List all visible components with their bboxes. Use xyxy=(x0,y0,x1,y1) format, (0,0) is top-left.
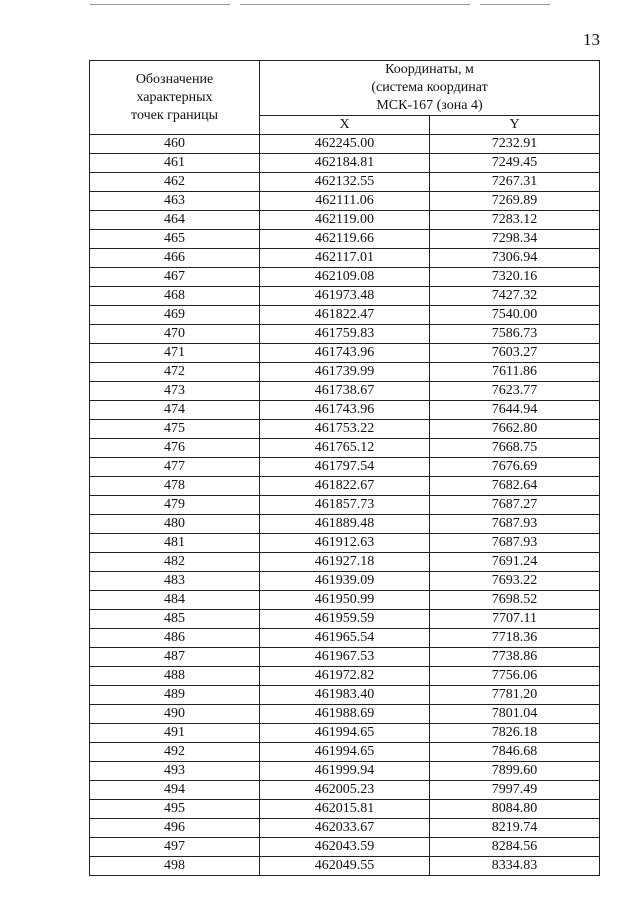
x-coordinate-cell: 461999.94 xyxy=(260,762,430,781)
table-row xyxy=(90,648,600,667)
point-header-line: точек границы xyxy=(131,107,218,123)
y-coordinate-cell: 7707.11 xyxy=(430,610,600,629)
x-coordinate-cell: 462132.55 xyxy=(260,173,430,192)
y-coordinate-cell: 7687.93 xyxy=(430,515,600,534)
x-coordinate-cell: 462033.67 xyxy=(260,819,430,838)
y-coordinate-cell: 7687.27 xyxy=(430,496,600,515)
table-row xyxy=(90,743,600,762)
point-cell: 492 xyxy=(90,743,260,762)
y-coordinate-cell: 7668.75 xyxy=(430,439,600,458)
point-cell: 488 xyxy=(90,667,260,686)
y-coordinate-cell: 7298.34 xyxy=(430,230,600,249)
x-coordinate-cell: 461939.09 xyxy=(260,572,430,591)
x-coordinate-cell: 461753.22 xyxy=(260,420,430,439)
table-row xyxy=(90,382,600,401)
coord-header-line: МСК-167 (зона 4) xyxy=(376,98,483,113)
point-cell: 464 xyxy=(90,211,260,230)
x-coordinate-cell: 461797.54 xyxy=(260,458,430,477)
point-cell: 460 xyxy=(90,135,260,154)
y-coordinate-cell: 7427.32 xyxy=(430,287,600,306)
x-coordinate-cell: 462005.23 xyxy=(260,781,430,800)
table-row xyxy=(90,230,600,249)
y-coordinate-cell: 7540.00 xyxy=(430,306,600,325)
y-coordinate-cell: 7603.27 xyxy=(430,344,600,363)
table-row xyxy=(90,705,600,724)
point-cell: 487 xyxy=(90,648,260,667)
point-cell: 461 xyxy=(90,154,260,173)
point-designation-header xyxy=(90,61,260,135)
table-row xyxy=(90,268,600,287)
point-cell: 480 xyxy=(90,515,260,534)
top-rule-middle xyxy=(240,4,470,5)
table-row xyxy=(90,249,600,268)
x-coordinate-cell: 462111.06 xyxy=(260,192,430,211)
table-row xyxy=(90,762,600,781)
point-cell: 473 xyxy=(90,382,260,401)
point-cell: 477 xyxy=(90,458,260,477)
y-coordinate-cell: 7586.73 xyxy=(430,325,600,344)
y-coordinate-cell: 7687.93 xyxy=(430,534,600,553)
point-cell: 484 xyxy=(90,591,260,610)
x-coordinate-cell: 461765.12 xyxy=(260,439,430,458)
x-coordinate-cell: 461822.47 xyxy=(260,306,430,325)
table-row xyxy=(90,819,600,838)
y-coordinate-cell: 7320.16 xyxy=(430,268,600,287)
x-coordinate-cell: 461739.99 xyxy=(260,363,430,382)
point-cell: 481 xyxy=(90,534,260,553)
y-coordinate-cell: 7623.77 xyxy=(430,382,600,401)
point-header-line: Обозначение xyxy=(135,71,214,87)
table-header-row xyxy=(90,61,600,116)
y-coordinate-cell: 7718.36 xyxy=(430,629,600,648)
x-coordinate-cell: 461972.82 xyxy=(260,667,430,686)
y-coordinate-cell: 7283.12 xyxy=(430,211,600,230)
table-row xyxy=(90,553,600,572)
table-row xyxy=(90,344,600,363)
point-cell: 462 xyxy=(90,173,260,192)
y-coordinate-cell: 7269.89 xyxy=(430,192,600,211)
table-row xyxy=(90,420,600,439)
y-coordinate-cell: 7801.04 xyxy=(430,705,600,724)
x-coordinate-cell: 461743.96 xyxy=(260,401,430,420)
y-coordinate-cell: 7756.06 xyxy=(430,667,600,686)
table-row xyxy=(90,173,600,192)
table-row xyxy=(90,477,600,496)
table-row xyxy=(90,211,600,230)
point-cell: 479 xyxy=(90,496,260,515)
x-coordinate-cell: 461857.73 xyxy=(260,496,430,515)
table-row xyxy=(90,857,600,876)
x-coordinate-cell: 461759.83 xyxy=(260,325,430,344)
coord-header-line: Координаты, м xyxy=(385,62,474,77)
x-coordinate-cell: 462119.00 xyxy=(260,211,430,230)
coord-header-line: (система координат xyxy=(371,80,488,95)
point-cell: 474 xyxy=(90,401,260,420)
y-coordinate-cell: 7249.45 xyxy=(430,154,600,173)
x-coordinate-cell: 462119.66 xyxy=(260,230,430,249)
table-row xyxy=(90,667,600,686)
x-coordinate-cell: 461927.18 xyxy=(260,553,430,572)
y-coordinate-cell: 8334.83 xyxy=(430,857,600,876)
y-coordinate-cell: 7738.86 xyxy=(430,648,600,667)
y-coordinate-cell: 7676.69 xyxy=(430,458,600,477)
top-rule-left xyxy=(90,4,230,5)
x-coordinate-cell: 461983.40 xyxy=(260,686,430,705)
y-coordinate-cell: 7826.18 xyxy=(430,724,600,743)
y-coordinate-cell: 7306.94 xyxy=(430,249,600,268)
table-row xyxy=(90,306,600,325)
y-coordinate-cell: 7781.20 xyxy=(430,686,600,705)
x-coordinate-cell: 461988.69 xyxy=(260,705,430,724)
y-coordinate-cell: 7899.60 xyxy=(430,762,600,781)
point-cell: 472 xyxy=(90,363,260,382)
x-coordinate-cell: 462049.55 xyxy=(260,857,430,876)
y-coordinate-cell: 8084.80 xyxy=(430,800,600,819)
x-coordinate-cell: 462015.81 xyxy=(260,800,430,819)
table-row xyxy=(90,629,600,648)
x-coordinate-cell: 461889.48 xyxy=(260,515,430,534)
point-cell: 466 xyxy=(90,249,260,268)
table-row xyxy=(90,458,600,477)
x-coordinate-cell: 461967.53 xyxy=(260,648,430,667)
table-row xyxy=(90,325,600,344)
table-row xyxy=(90,800,600,819)
x-coordinate-cell: 462245.00 xyxy=(260,135,430,154)
point-cell: 475 xyxy=(90,420,260,439)
point-cell: 465 xyxy=(90,230,260,249)
y-coordinate-cell: 7682.64 xyxy=(430,477,600,496)
y-coordinate-cell: 8284.56 xyxy=(430,838,600,857)
y-coordinate-cell: 7611.86 xyxy=(430,363,600,382)
table-row xyxy=(90,686,600,705)
x-coordinate-cell: 462109.08 xyxy=(260,268,430,287)
point-cell: 483 xyxy=(90,572,260,591)
point-cell: 494 xyxy=(90,781,260,800)
point-cell: 486 xyxy=(90,629,260,648)
y-coordinate-cell: 7997.49 xyxy=(430,781,600,800)
coordinates-header xyxy=(260,61,600,116)
point-cell: 491 xyxy=(90,724,260,743)
top-rule-right xyxy=(480,4,550,5)
x-coordinate-cell: 461822.67 xyxy=(260,477,430,496)
y-coordinate-cell: 7267.31 xyxy=(430,173,600,192)
y-coordinate-cell: 7232.91 xyxy=(430,135,600,154)
point-cell: 490 xyxy=(90,705,260,724)
table-row xyxy=(90,838,600,857)
point-cell: 463 xyxy=(90,192,260,211)
x-coordinate-cell: 461743.96 xyxy=(260,344,430,363)
point-cell: 470 xyxy=(90,325,260,344)
table-row xyxy=(90,534,600,553)
table-row xyxy=(90,781,600,800)
point-cell: 471 xyxy=(90,344,260,363)
point-header-line: характерных xyxy=(136,89,213,105)
point-cell: 468 xyxy=(90,287,260,306)
x-coordinate-cell: 461738.67 xyxy=(260,382,430,401)
point-cell: 478 xyxy=(90,477,260,496)
x-coordinate-cell: 461965.54 xyxy=(260,629,430,648)
y-coordinate-cell: 7846.68 xyxy=(430,743,600,762)
x-column-header: X xyxy=(260,116,430,135)
point-cell: 482 xyxy=(90,553,260,572)
x-coordinate-cell: 461959.59 xyxy=(260,610,430,629)
point-cell: 476 xyxy=(90,439,260,458)
point-cell: 496 xyxy=(90,819,260,838)
x-coordinate-cell: 462184.81 xyxy=(260,154,430,173)
y-coordinate-cell: 7644.94 xyxy=(430,401,600,420)
y-coordinate-cell: 7698.52 xyxy=(430,591,600,610)
point-cell: 497 xyxy=(90,838,260,857)
point-cell: 495 xyxy=(90,800,260,819)
table-row xyxy=(90,439,600,458)
point-cell: 489 xyxy=(90,686,260,705)
x-coordinate-cell: 462043.59 xyxy=(260,838,430,857)
y-coordinate-cell: 7691.24 xyxy=(430,553,600,572)
x-coordinate-cell: 461950.99 xyxy=(260,591,430,610)
table-row xyxy=(90,135,600,154)
point-cell: 485 xyxy=(90,610,260,629)
table-row xyxy=(90,192,600,211)
table-body xyxy=(90,135,600,876)
point-cell: 469 xyxy=(90,306,260,325)
x-coordinate-cell: 462117.01 xyxy=(260,249,430,268)
table-row xyxy=(90,401,600,420)
table-row xyxy=(90,287,600,306)
y-coordinate-cell: 8219.74 xyxy=(430,819,600,838)
table-row xyxy=(90,496,600,515)
point-cell: 498 xyxy=(90,857,260,876)
x-coordinate-cell: 461994.65 xyxy=(260,724,430,743)
x-coordinate-cell: 461973.48 xyxy=(260,287,430,306)
table-row xyxy=(90,154,600,173)
page-number: 13 xyxy=(583,30,600,49)
y-column-header: Y xyxy=(430,116,600,135)
table-row xyxy=(90,724,600,743)
x-coordinate-cell: 461912.63 xyxy=(260,534,430,553)
table-row xyxy=(90,363,600,382)
x-coordinate-cell: 461994.65 xyxy=(260,743,430,762)
point-cell: 493 xyxy=(90,762,260,781)
y-coordinate-cell: 7662.80 xyxy=(430,420,600,439)
point-cell: 467 xyxy=(90,268,260,287)
coordinates-table xyxy=(89,60,600,876)
y-coordinate-cell: 7693.22 xyxy=(430,572,600,591)
table-row xyxy=(90,572,600,591)
table-row xyxy=(90,610,600,629)
table-row xyxy=(90,515,600,534)
table-row xyxy=(90,591,600,610)
